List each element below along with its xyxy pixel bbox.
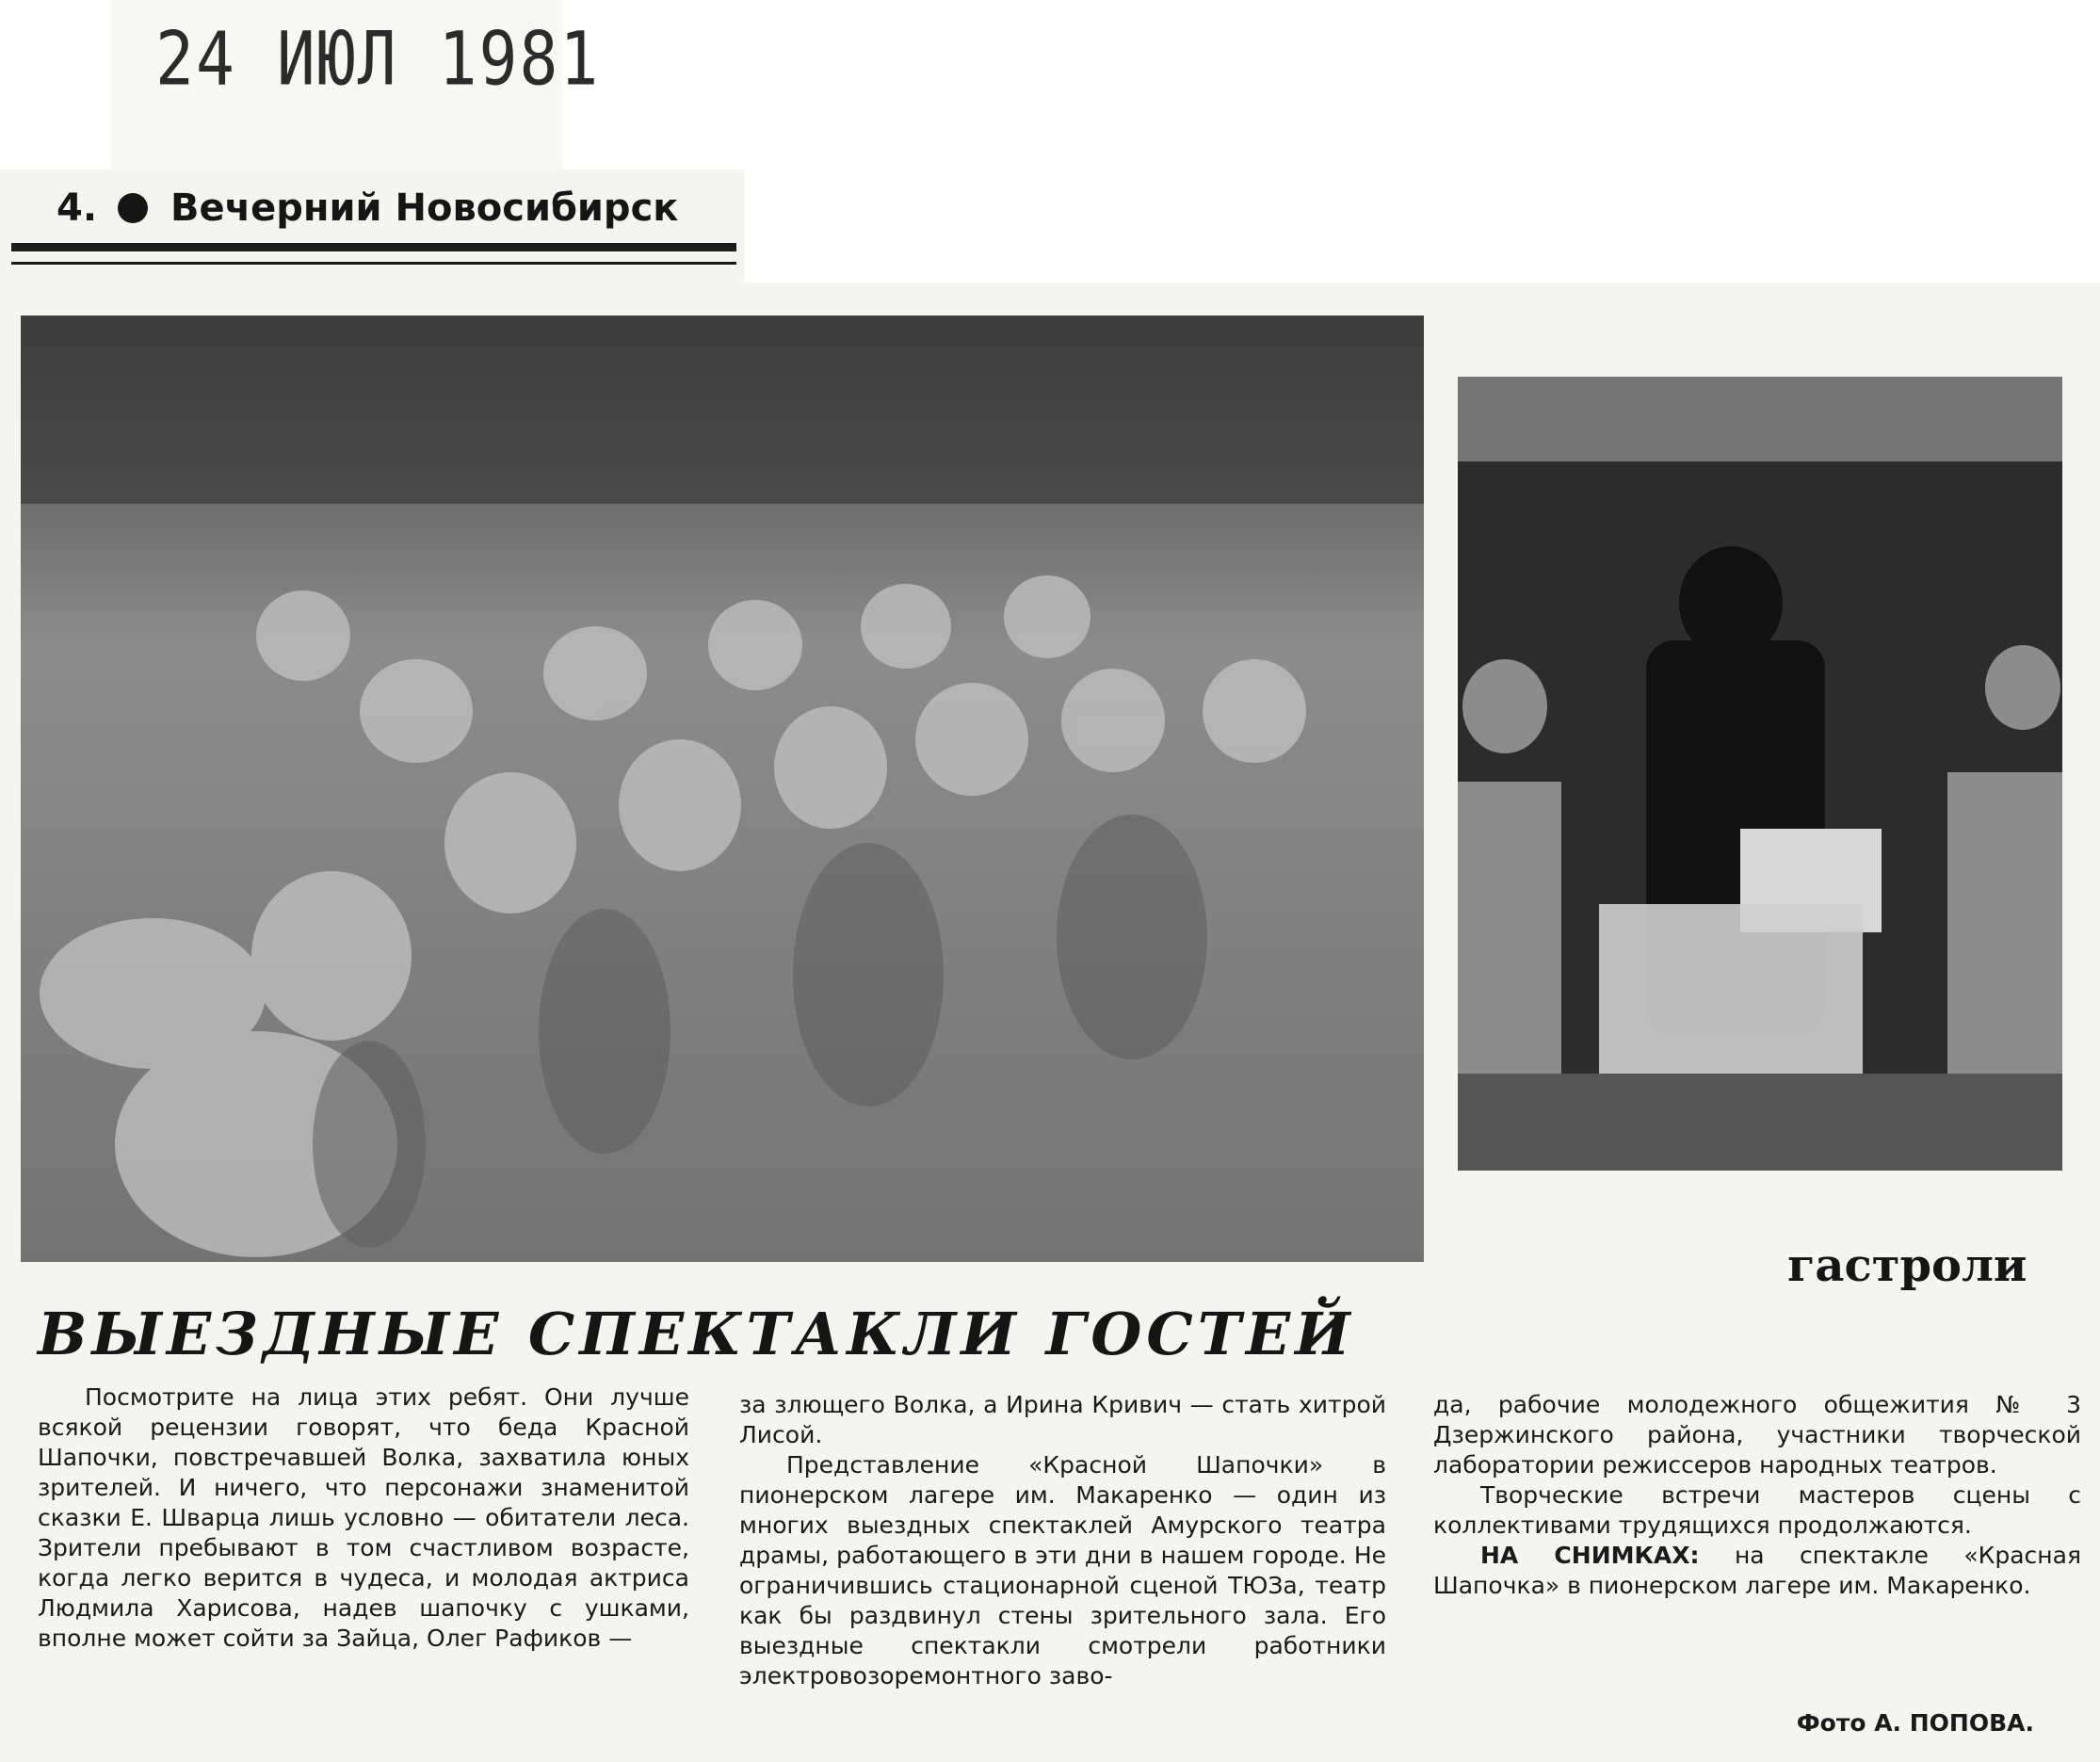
photo-credit: Фото А. ПОПОВА. <box>1796 1709 2034 1737</box>
article-column-3 <box>1433 1390 2081 1601</box>
article-paragraph-continued: за злющего Волка, а Ирина Кривич — стать хитрой Лисой. <box>739 1391 1386 1448</box>
masthead-rule-thick <box>11 243 736 251</box>
section-rubric: гастроли <box>1787 1239 2027 1292</box>
article-paragraph-continued: да, рабочие молодежного общежития № 3 Дзержинского района, участники творческой лаборатории режиссеров народных театров. <box>1433 1391 2081 1479</box>
stage-photo-image <box>1458 377 2062 1171</box>
caption-heading: НА СНИМКАХ: <box>1480 1542 1700 1569</box>
date-stamp: 24 ИЮЛ 1981 <box>155 17 601 103</box>
bullet-icon <box>118 193 148 223</box>
article-headline: ВЫЕЗДНЫЕ СПЕКТАКЛИ ГОСТЕЙ <box>38 1300 1355 1368</box>
article-column-2 <box>739 1390 1386 1691</box>
audience-photo-image <box>21 315 1424 1262</box>
masthead-rule-thin <box>11 262 736 265</box>
article-column-1 <box>38 1382 689 1654</box>
article-paragraph: Представление «Красной Шапочки» в пионерском лагере им. Макаренко — один из многих выездных спектаклей Амурского театра драмы, работающего в эти дни в нашем городе. Не ограничившись стационарной сценой ТЮЗа, театр как бы раздвинул стены зрительного зала. Его выездные спектакли смотрели работники электровозоремонтного заво- <box>739 1451 1386 1689</box>
article-paragraph: Посмотрите на лица этих ребят. Они лучше всякой рецензии говорят, что беда Красной Шапочки, повстречавшей Волка, захватила юных зрителей. И ничего, что персонажи знаменитой сказки Е. Шварца лишь условно — обитатели леса. Зрители пребывают в том счастливом возрасте, когда легко верится в чудеса, и молодая актриса Людмила Харисова, надев шапочку с ушками, вполне может сойти за Зайца, Олег Рафиков — <box>38 1383 689 1652</box>
caption-text: на спектакле «Красная Шапочка» в пионерском лагере им. Макаренко. <box>1433 1542 2081 1599</box>
photo-caption <box>1433 1541 2081 1601</box>
article-paragraph: Творческие встречи мастеров сцены с коллективами трудящихся продолжаются. <box>1433 1481 2081 1539</box>
masthead <box>57 186 678 230</box>
page-number: 4. <box>57 186 98 230</box>
photo-stage-performance <box>1458 377 2062 1171</box>
newspaper-title: Вечерний Новосибирск <box>170 186 679 230</box>
photo-audience <box>21 315 1424 1262</box>
